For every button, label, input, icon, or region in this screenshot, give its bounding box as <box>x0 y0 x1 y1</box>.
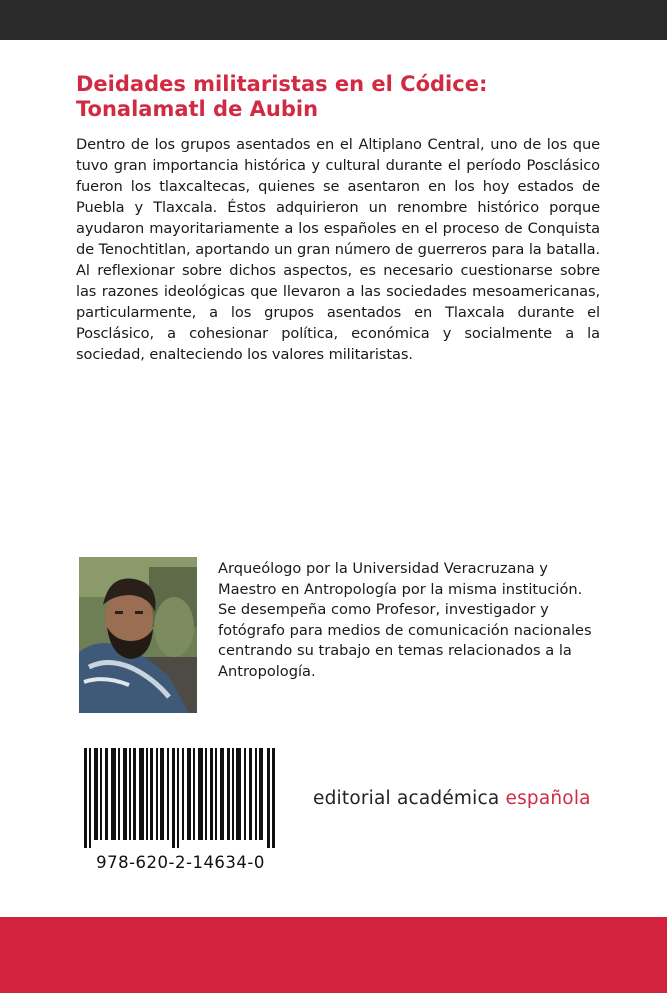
isbn-number: 978-620-2-14634-0 <box>96 853 265 872</box>
publisher-name: editorial académica <box>313 788 500 809</box>
book-description: Dentro de los grupos asentados en el Altiplano Central, uno de los que tuvo gran importancia histórica y cultural durante el período Posclásico fueron los tlaxcaltecas, quienes se asentaron en los hoy estados de Puebla y Tlaxcala. Éstos adquirieron un renombre histórico porque ayudaron mayoritariamente a los españoles en el proceso de Conquista de Tenochtitlan, aportando un gran número de guerreros para la batalla. Al reflexionar sobre dichos aspectos, es necesario cuestionarse sobre las razones ideológicas que llevaron a las sociedades mesoamericanas, particularmente, a los grupos asentados en Tlaxcala durante el Posclásico, a cohesionar política, económica y socialmente a la sociedad, enalteciendo los valores militaristas. <box>76 136 600 363</box>
author-bio: Arqueólogo por la Universidad Veracruzana y Maestro en Antropología por la misma institución. Se desempeña como Profesor, investigador y fotógrafo para medios de comunicación nacionales centrando su trabajo en temas relacionados a la Antropología. <box>218 560 592 680</box>
book-title <box>76 72 616 122</box>
book-title-line-2: Tonalamatl de Aubin <box>76 97 319 121</box>
publisher-name-accent: española <box>505 788 591 809</box>
bottom-red-band <box>0 917 667 993</box>
author-photo <box>79 557 197 713</box>
top-dark-band <box>0 0 667 40</box>
book-title-line-1: Deidades militaristas en el Códice: <box>76 72 488 96</box>
publisher-logo <box>313 788 591 809</box>
barcode <box>84 748 277 848</box>
